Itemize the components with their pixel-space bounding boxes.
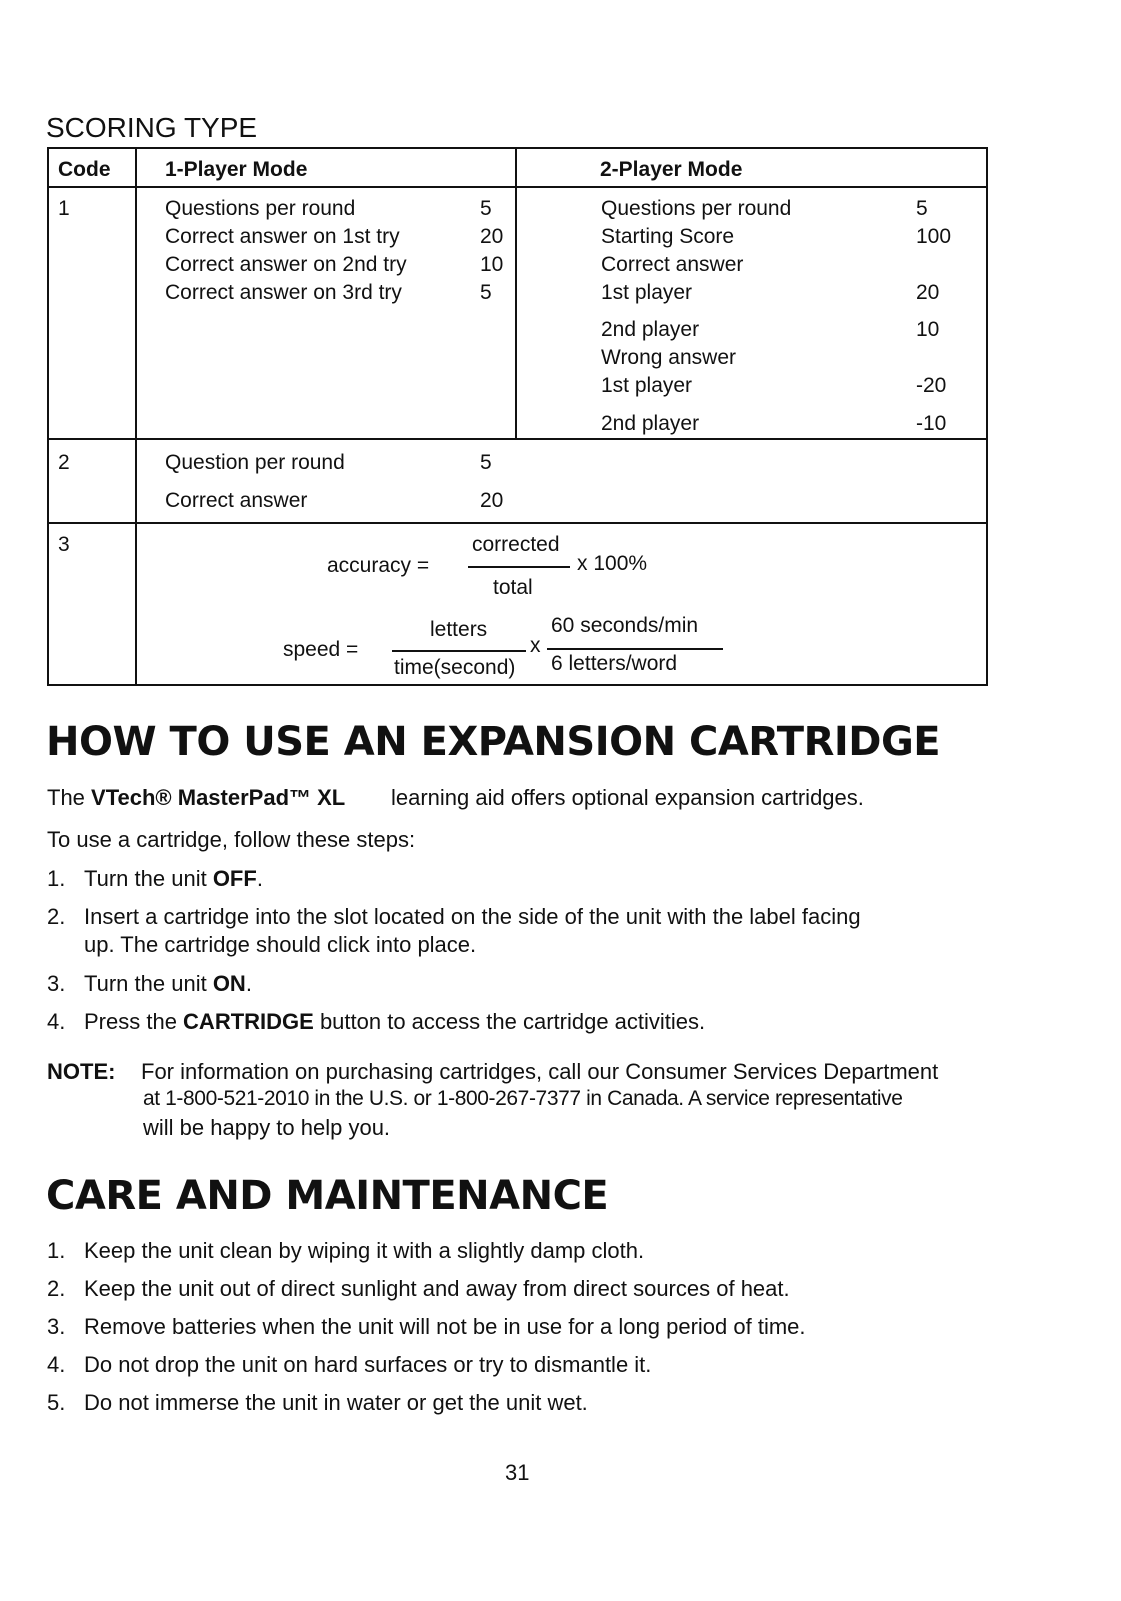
steps-intro: To use a cartridge, follow these steps: bbox=[47, 827, 416, 852]
speed-numerator2: 60 seconds/min bbox=[551, 614, 699, 637]
step-text-end: . bbox=[256, 866, 263, 891]
header-two-player: 2-Player Mode bbox=[600, 158, 743, 181]
row1-p1-label: Correct answer on 2nd try bbox=[165, 253, 407, 276]
header-code: Code bbox=[58, 158, 111, 181]
step-text-bold: ON bbox=[212, 971, 246, 996]
code-column-divider bbox=[135, 149, 137, 684]
row2-code: 2 bbox=[58, 451, 70, 474]
speed-times: x bbox=[530, 634, 541, 657]
care-item-text: Keep the unit out of direct sunlight and away from direct sources of heat. bbox=[84, 1276, 790, 1301]
step-number: 1. bbox=[47, 866, 66, 891]
speed-denominator: time(second) bbox=[394, 656, 516, 679]
row2-p1-value: 20 bbox=[480, 489, 504, 512]
section-title: SCORING TYPE bbox=[46, 112, 258, 143]
row2-p1-value: 5 bbox=[480, 451, 492, 474]
row1-p1-value: 10 bbox=[480, 253, 504, 276]
row1-p1-value: 5 bbox=[480, 281, 492, 304]
row1-p2-value: -20 bbox=[916, 374, 947, 397]
step-text-end: . bbox=[245, 971, 252, 996]
intro-suffix: learning aid offers optional expansion cartridges. bbox=[391, 785, 864, 810]
step-text-plain: Turn the unit bbox=[84, 866, 213, 891]
step-text: up. The cartridge should click into place. bbox=[84, 932, 477, 957]
care-item-text: Do not immerse the unit in water or get the unit wet. bbox=[84, 1390, 588, 1415]
accuracy-fraction-bar bbox=[468, 566, 570, 568]
care-heading: CARE AND MAINTENANCE bbox=[46, 1173, 609, 1219]
care-item-number: 1. bbox=[47, 1238, 66, 1263]
accuracy-label: accuracy = bbox=[327, 554, 430, 577]
row1-p2-label: Correct answer bbox=[601, 253, 744, 276]
expansion-intro bbox=[47, 785, 345, 811]
row1-p2-value: 100 bbox=[916, 225, 952, 248]
row1-p2-value: -10 bbox=[916, 412, 947, 435]
mode-column-divider bbox=[515, 149, 517, 438]
header-divider bbox=[49, 186, 986, 188]
row1-p2-label: 1st player bbox=[601, 374, 693, 397]
row1-p2-label: Questions per round bbox=[601, 197, 792, 220]
row1-p2-value: 20 bbox=[916, 281, 940, 304]
step-text: Insert a cartridge into the slot located on the side of the unit with the label facing bbox=[84, 904, 861, 929]
accuracy-multiplier: x 100% bbox=[577, 552, 648, 575]
step-number: 2. bbox=[47, 904, 66, 929]
row1-p2-value: 10 bbox=[916, 318, 940, 341]
page-number: 31 bbox=[505, 1460, 530, 1485]
care-item-number: 5. bbox=[47, 1390, 66, 1415]
speed-denominator2: 6 letters/word bbox=[551, 652, 678, 675]
note-text: at 1-800-521-2010 in the U.S. or 1-800-267-7377 in Canada. A service representative bbox=[143, 1087, 903, 1110]
step-text bbox=[84, 1009, 705, 1035]
accuracy-numerator: corrected bbox=[472, 533, 560, 556]
row1-p2-label: Wrong answer bbox=[601, 346, 737, 369]
care-item-number: 2. bbox=[47, 1276, 66, 1301]
row1-p2-label: 2nd player bbox=[601, 412, 700, 435]
speed-numerator: letters bbox=[430, 618, 488, 641]
speed-label: speed = bbox=[283, 638, 359, 661]
step-text-plain: Press the bbox=[84, 1009, 184, 1034]
care-item-text: Keep the unit clean by wiping it with a slightly damp cloth. bbox=[84, 1238, 645, 1263]
step-text-bold: CARTRIDGE bbox=[183, 1009, 314, 1034]
step-text-bold: OFF bbox=[212, 866, 257, 891]
header-one-player: 1-Player Mode bbox=[165, 158, 308, 181]
care-item-text: Remove batteries when the unit will not be in use for a long period of time. bbox=[84, 1314, 806, 1339]
note-text: will be happy to help you. bbox=[143, 1115, 391, 1140]
row2-divider bbox=[49, 522, 986, 524]
step-number: 4. bbox=[47, 1009, 66, 1034]
row1-p1-label: Questions per round bbox=[165, 197, 356, 220]
row1-p2-label: 2nd player bbox=[601, 318, 700, 341]
care-item-number: 3. bbox=[47, 1314, 66, 1339]
speed-fraction-bar bbox=[392, 650, 526, 652]
row1-divider bbox=[49, 438, 986, 440]
row2-p1-label: Question per round bbox=[165, 451, 345, 474]
step-text bbox=[84, 971, 252, 997]
note-label: NOTE: bbox=[47, 1059, 116, 1084]
step-text-end: button to access the cartridge activities. bbox=[313, 1009, 706, 1034]
row1-p2-label: Starting Score bbox=[601, 225, 735, 248]
row1-p1-value: 5 bbox=[480, 197, 492, 220]
step-text bbox=[84, 866, 263, 892]
speed-fraction-bar2 bbox=[547, 648, 723, 650]
intro-prefix: The bbox=[47, 785, 92, 810]
step-number: 3. bbox=[47, 971, 66, 996]
expansion-heading: HOW TO USE AN EXPANSION CARTRIDGE bbox=[46, 719, 941, 765]
row3-code: 3 bbox=[58, 533, 70, 556]
care-item-text: Do not drop the unit on hard surfaces or try to dismantle it. bbox=[84, 1352, 652, 1377]
row1-code: 1 bbox=[58, 197, 70, 220]
step-text-plain: Turn the unit bbox=[84, 971, 213, 996]
row1-p1-label: Correct answer on 3rd try bbox=[165, 281, 402, 304]
row1-p2-value: 5 bbox=[916, 197, 928, 220]
intro-brand: VTech® MasterPad™ XL bbox=[91, 785, 346, 810]
note-text: For information on purchasing cartridges, call our Consumer Services Department bbox=[141, 1059, 939, 1084]
accuracy-denominator: total bbox=[493, 576, 533, 599]
care-item-number: 4. bbox=[47, 1352, 66, 1377]
row1-p1-value: 20 bbox=[480, 225, 504, 248]
row1-p2-label: 1st player bbox=[601, 281, 693, 304]
row2-p1-label: Correct answer bbox=[165, 489, 308, 512]
row1-p1-label: Correct answer on 1st try bbox=[165, 225, 400, 248]
